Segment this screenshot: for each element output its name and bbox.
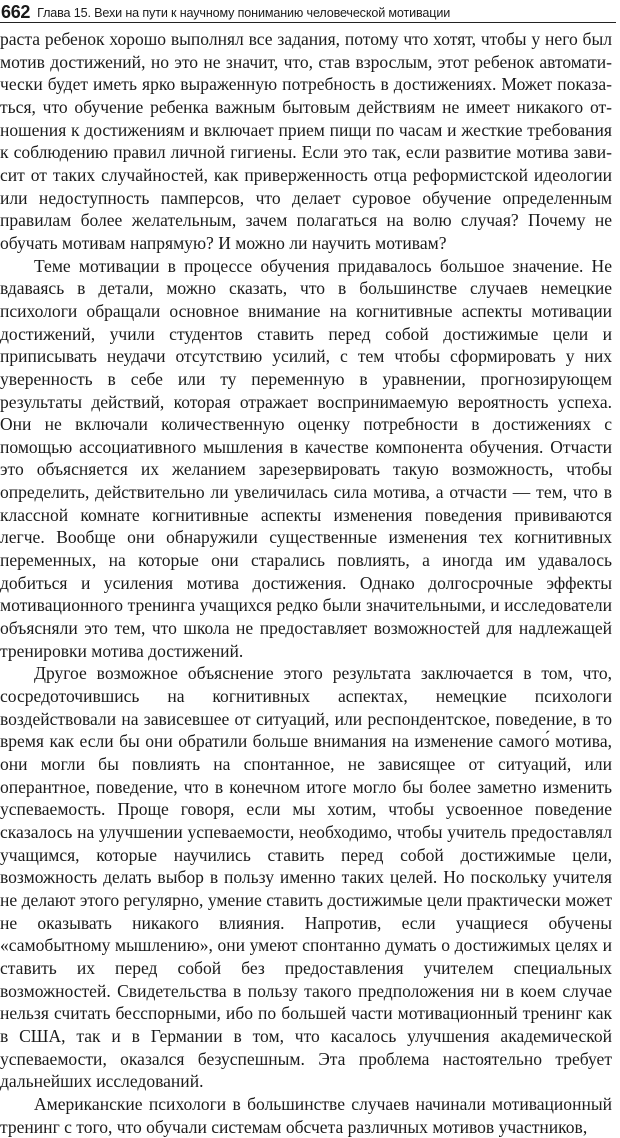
page-number: 662 (1, 2, 31, 22)
paragraph: раста ребенок хорошо выполнял все задания, потому что хотят, чтобы у него был мотив достижений, но это не значит, что, став взрослым, этот ребенок автоматически будет иметь ярко выраженную потребность в достижениях. Может показаться, что обучение ребенка важным бытовым действиям не имеет никакого отношения к достижениям и включает прием пищи по часам и жесткие требования к соблюдению правил личной гигиены. Если это так, если развитие мотива зависит от таких случайностей, как приверженность отца реформистской идеологии или недоступность памперсов, что делает суровое обучение определенным правилам более желательным, зачем полагаться на волю случая? Почему не обучать мотивам напрямую? И можно ли научить мотивам? (0, 29, 612, 253)
page-header (0, 0, 616, 23)
body-text (0, 28, 612, 1138)
paragraph: Американские психологи в большинстве случаев начинали мотивационный тренинг с того, что обучали системам обсчета различных мотивов участников, (0, 1093, 612, 1137)
paragraph: Другое возможное объяснение этого результата заключается в том, что, сосредоточившись на когнитивных аспектах, немецкие психологи воздействовали на зависевшее от ситуаций, или респондентское, поведение, в то время как если бы они обратили больше внимания на изменение самого́ мотива, они могли бы повлиять на спонтанное, не зависящее от ситуаций, или оперантное, поведение, что в конечном итоге могло бы более заметно изменить успеваемость. Проще говоря, если мы хотим, чтобы усвоенное поведение сказалось на улучшении успеваемости, необходимо, чтобы учитель предоставлял учащимся, которые научились ставить перед собой достижимые цели, возможность делать выбор в пользу именно таких целей. Но поскольку учителя не делают этого регулярно, умение ставить достижимые цели практически может не оказывать никакого влияния. Напротив, если учащиеся обучены «самобытному мышлению», они умеют спонтанно думать о достижимых целях и ставить их перед собой без предоставления учителем специальных возможностей. Свидетельства в пользу такого предположения ни в коем случае нельзя считать бесспорными, ибо по большей части мотивационный тренинг как в США, так и в Германии в том, что касалось улучшения академической успеваемости, оказался безуспешным. Эта проблема настоятельно требует дальнейших исследований. (0, 663, 612, 1092)
running-head: Глава 15. Вехи на пути к научному пониманию человеческой мотивации (37, 6, 451, 20)
paragraph: Теме мотивации в процессе обучения придавалось большое значение. Не вдаваясь в детали, можно сказать, что в большинстве случаев немецкие психологи обращали основное внимание на когнитивные аспекты мотивации достижений, учили студентов ставить перед собой достижимые цели и приписывать неудачи отсутствию усилий, с тем чтобы сформировать у них уверенность в себе или ту переменную в уравнении, прогнозирующем результаты действий, которая отражает воспринимаемую вероятность успеха. Они не включали количественную оценку потребности в достижениях с помощью ассоциативного мышления в качестве компонента обучения. Отчасти это объясняется их желанием зарезервировать такую возможность, чтобы определить, действительно ли увеличилась сила мотива, а отчасти — тем, что в классной комнате когнитивные аспекты изменения поведения прививаются легче. Вообще они обнаружили существенные изменения тех когнитивных переменных, на которые они старались повлиять, а иногда им удавалось добиться и усиления мотива достижения. Однако долгосрочные эффекты мотивационного тренинга учащихся редко были значительными, и исследователи объясняли это тем, что школа не предоставляет возможностей для надлежащей тренировки мотива достижений. (0, 255, 612, 661)
